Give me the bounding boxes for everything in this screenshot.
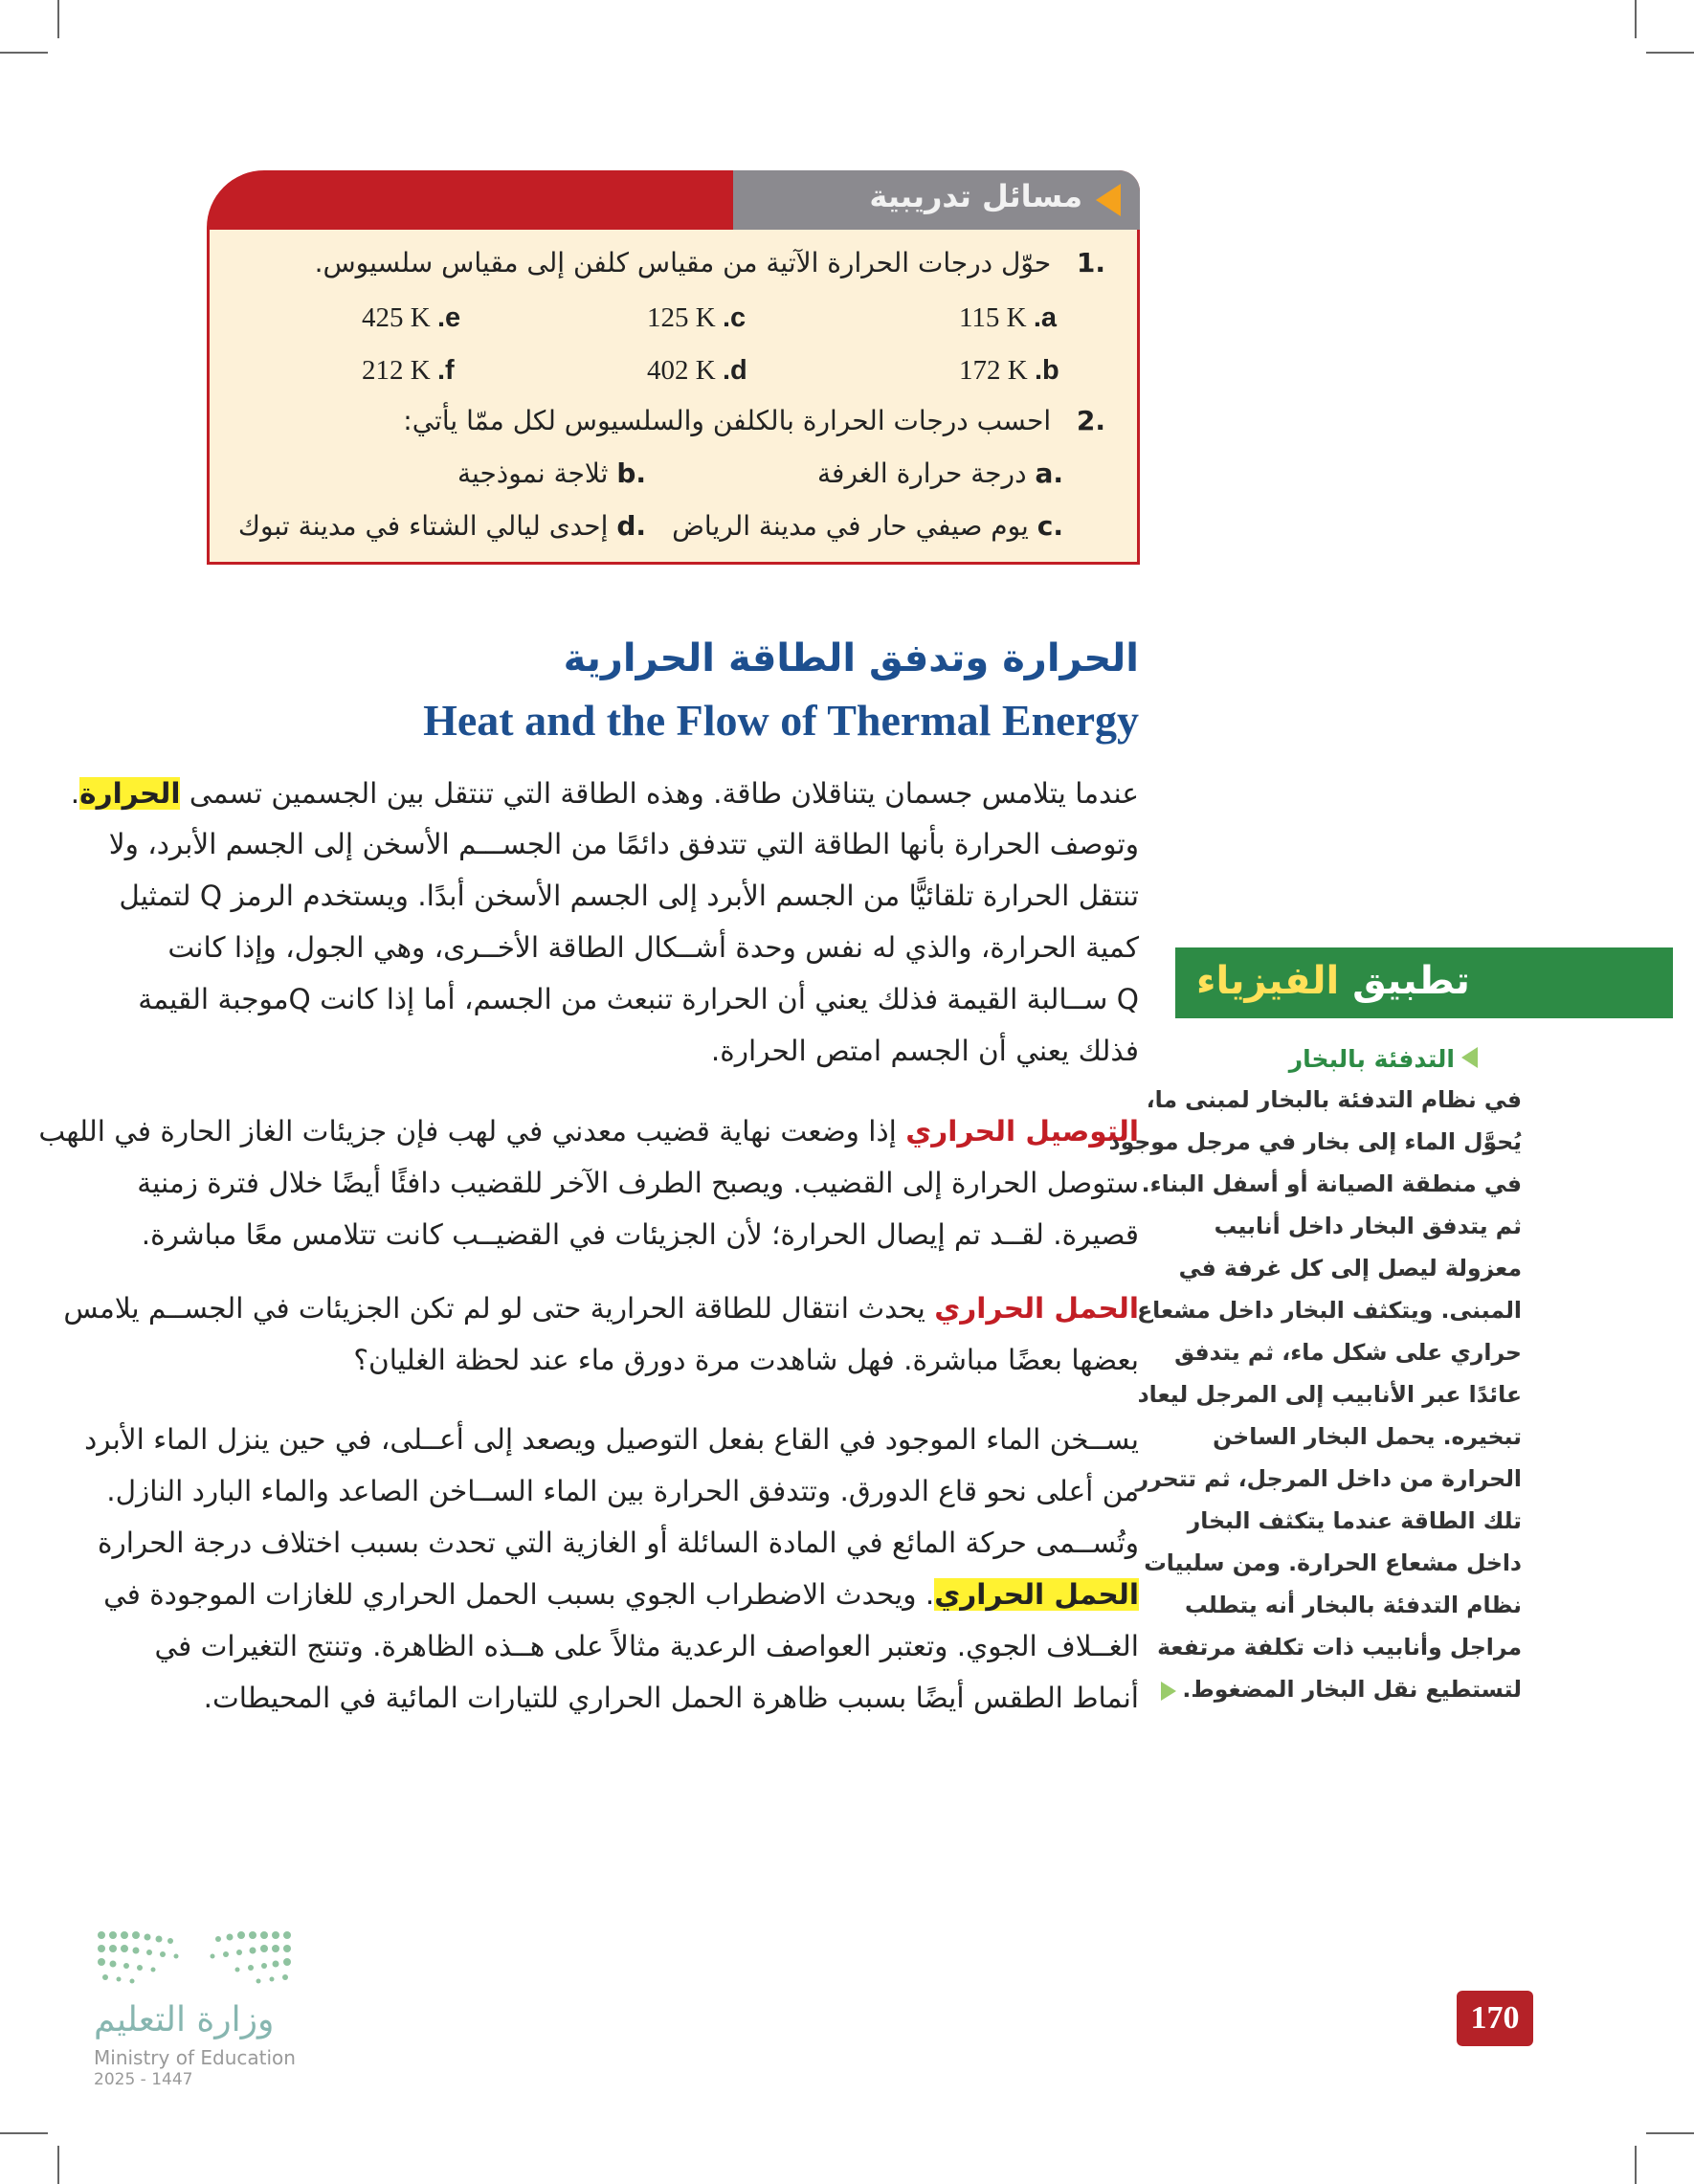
practice-problems-box (207, 170, 1140, 568)
item-text: يوم صيفي حار في مدينة الرياض (672, 510, 1029, 542)
sidebar-line: في نظام التدفئة بالبخار لمبنى ما، (1146, 1086, 1522, 1113)
academic-year: 2025 - 1447 (94, 2070, 193, 2089)
paragraph-line: وتوصف الحرارة بأنها الطاقة التي تتدفق دائمًا من الجســـم الأسخن إلى الجسم الأبرد، ولا (108, 828, 1139, 860)
text-span: عندما يتلامس جسمان يتناقلان طاقة. وهذه الطاقة التي تنتقل بين الجسمين تسمى (180, 777, 1139, 810)
title-part-highlight: الفيزياء (1196, 959, 1340, 1003)
paragraph-line: يســخن الماء الموجود في القاع بفعل التوصيل ويصعد إلى أعــلى، في حين ينزل الماء الأبرد (84, 1423, 1139, 1456)
paragraph-line: بعضها بعضًا مباشرة. فهل شاهدت مرة دورق ماء عند لحظة الغليان؟ (353, 1344, 1139, 1376)
question-text: احسب درجات الحرارة بالكلفن والسلسيوس لكل ممّا يأتي: (403, 405, 1052, 436)
key-term: الحمل الحراري (934, 1292, 1139, 1325)
answer-value: 125 K (647, 302, 716, 333)
sidebar-line: حراري على شكل ماء، ثم يتدفق (1174, 1339, 1522, 1366)
question-number: .1 (1076, 247, 1105, 279)
paragraph-line: فذلك يعني أن الجسم امتص الحرارة. (710, 1035, 1139, 1067)
item-letter: d. (616, 510, 646, 542)
item-d (238, 510, 646, 542)
item-letter: a. (1035, 457, 1063, 489)
crop-mark (0, 2132, 48, 2134)
arrow-left-icon (1096, 184, 1121, 216)
answer-letter: .a (1033, 302, 1058, 333)
question-2 (403, 405, 1105, 436)
answer-letter: .e (436, 302, 461, 333)
paragraph-line: أنماط الطقس أيضًا بسبب ظاهرة الحمل الحراري للتيارات المائية في المحيطات. (203, 1682, 1139, 1714)
paragraph-line: كمية الحرارة، والذي له نفس وحدة أشــكال الطاقة الأخــرى، وهي الجول، وإذا كانت (167, 931, 1139, 964)
end-arrow-icon (1161, 1682, 1176, 1701)
answer-b (959, 355, 1059, 387)
item-text: إحدى ليالي الشتاء في مدينة تبوك (237, 510, 609, 542)
crop-mark (57, 2146, 59, 2184)
sidebar-line: مراجل وأنابيب ذات تكلفة مرتفعة (1157, 1634, 1522, 1660)
sidebar-line: الحرارة من داخل المرجل، ثم تتحرر (1135, 1465, 1522, 1492)
section-title-english: Heat and the Flow of Thermal Energy (423, 696, 1139, 745)
question-text: حوّل درجات الحرارة الآتية من مقياس كلفن إلى مقياس سلسيوس. (314, 247, 1052, 279)
paragraph-line: قصيرة. لقــد تم إيصال الحرارة؛ لأن الجزيئات في القضيــب كانت تتلامس معًا مباشرة. (141, 1218, 1139, 1251)
answer-letter: .f (436, 355, 455, 386)
text-span: إذا وضعت نهاية قضيب معدني في لهب فإن جزيئات الغاز الحارة في اللهب (38, 1115, 906, 1148)
paragraph-line: ستوصل الحرارة إلى القضيب. ويصبح الطرف الآخر للقضيب دافئًا أيضًا خلال فترة زمنية (137, 1167, 1139, 1199)
answer-c (647, 302, 746, 334)
item-c (672, 510, 1063, 542)
answer-f (362, 355, 455, 387)
question-number: .2 (1076, 405, 1105, 436)
ministry-name-arabic: وزارة التعليم (94, 2000, 275, 2039)
sidebar-line: داخل مشعاع الحرارة. ومن سلبيات (1144, 1549, 1522, 1576)
section-title-arabic: الحرارة وتدفق الطاقة الحرارية (563, 636, 1139, 680)
crop-mark (1646, 2132, 1694, 2134)
paragraph-line: وتُســمى حركة المائع في المادة السائلة أو الغازية التي تحدث بسبب اختلاف درجة الحرارة (98, 1527, 1139, 1559)
item-letter: b. (616, 457, 646, 489)
paragraph-line (103, 1578, 1139, 1611)
sidebar-line: المبنى. ويتكثف البخار داخل مشعاع (1137, 1297, 1522, 1324)
text-span: . ويحدث الاضطراب الجوي بسبب الحمل الحراري للغازات الموجودة في (103, 1578, 935, 1611)
answer-e (362, 302, 460, 334)
answer-letter: .d (722, 355, 747, 386)
paragraph-line (71, 777, 1139, 810)
answer-value: 402 K (647, 355, 716, 386)
paragraph-line: من أعلى نحو قاع الدورق. وتتدفق الحرارة بين الماء الســاخن الصاعد والماء البارد النازل. (106, 1475, 1139, 1507)
sidebar-line: ثم يتدفق البخار داخل أنابيب (1214, 1213, 1522, 1239)
text-span: لتستطيع نقل البخار المضغوط. (1182, 1676, 1522, 1703)
answer-letter: .c (722, 302, 747, 333)
page-number: 170 (1457, 1991, 1533, 2046)
paragraph-line: Q ســالبة القيمة فذلك يعني أن الحرارة تنبعث من الجسم، أما إذا كانت Qموجبة القيمة (138, 983, 1139, 1015)
practice-title: مسائل تدريبية (869, 178, 1082, 214)
item-letter: c. (1036, 510, 1063, 542)
sidebar-line: نظام التدفئة بالبخار أنه يتطلب (1184, 1592, 1522, 1618)
paragraph-line (38, 1115, 1139, 1148)
text-span: يحدث انتقال للطاقة الحرارية حتى لو لم تكن الجزيئات في الجســم يلامس (63, 1292, 935, 1325)
key-term-highlight: الحمل الحراري (934, 1578, 1139, 1611)
ministry-name-english: Ministry of Education (94, 2046, 296, 2069)
item-b (457, 457, 646, 489)
crop-mark (1635, 0, 1637, 38)
title-part: تطبيق (1339, 959, 1470, 1003)
sidebar-line: معزولة ليصل إلى كل غرفة في (1178, 1255, 1522, 1281)
sidebar-line (1161, 1676, 1522, 1703)
crop-mark (57, 0, 59, 38)
item-a (817, 457, 1063, 489)
item-text: ثلاجة نموذجية (457, 457, 609, 489)
paragraph-line (63, 1292, 1139, 1325)
paragraph-line: تنتقل الحرارة تلقائيًّا من الجسم الأبرد إلى الجسم الأسخن أبدًا. ويستخدم الرمز Q لتمثيل (119, 880, 1139, 912)
sidebar-line: عائدًا عبر الأنابيب إلى المرجل ليعاد (1137, 1381, 1522, 1408)
physics-application-title (1196, 959, 1470, 1003)
question-1 (315, 247, 1105, 279)
answer-a (959, 302, 1057, 334)
answer-d (647, 355, 747, 387)
sidebar-line: تلك الطاقة عندما يتكثف البخار (1187, 1507, 1522, 1534)
sidebar-line: يُحوَّل الماء إلى بخار في مرجل موجود (1108, 1128, 1522, 1155)
key-term: التوصيل الحراري (905, 1115, 1139, 1148)
paragraph-line: الغــلاف الجوي. وتعتبر العواصف الرعدية مثالاً على هــذه الظاهرة. وتنتج التغيرات في (154, 1630, 1139, 1662)
item-text: درجة حرارة الغرفة (817, 457, 1027, 489)
crop-mark (0, 52, 48, 54)
crop-mark (1635, 2146, 1637, 2184)
key-term-highlight: الحرارة (79, 777, 181, 810)
answer-value: 172 K (959, 355, 1028, 386)
crop-mark (1646, 52, 1694, 54)
answer-letter: .b (1034, 355, 1059, 386)
arrow-left-icon (1461, 1047, 1478, 1068)
answer-value: 425 K (362, 302, 431, 333)
sidebar-line: في منطقة الصيانة أو أسفل البناء. (1141, 1170, 1522, 1197)
answer-value: 115 K (959, 302, 1027, 333)
sidebar-subtitle: التدفئة بالبخار (1288, 1045, 1455, 1073)
answer-value: 212 K (362, 355, 431, 386)
text-span: . (70, 777, 80, 810)
sidebar-line: تبخيره. يحمل البخار الساخن (1213, 1423, 1522, 1450)
